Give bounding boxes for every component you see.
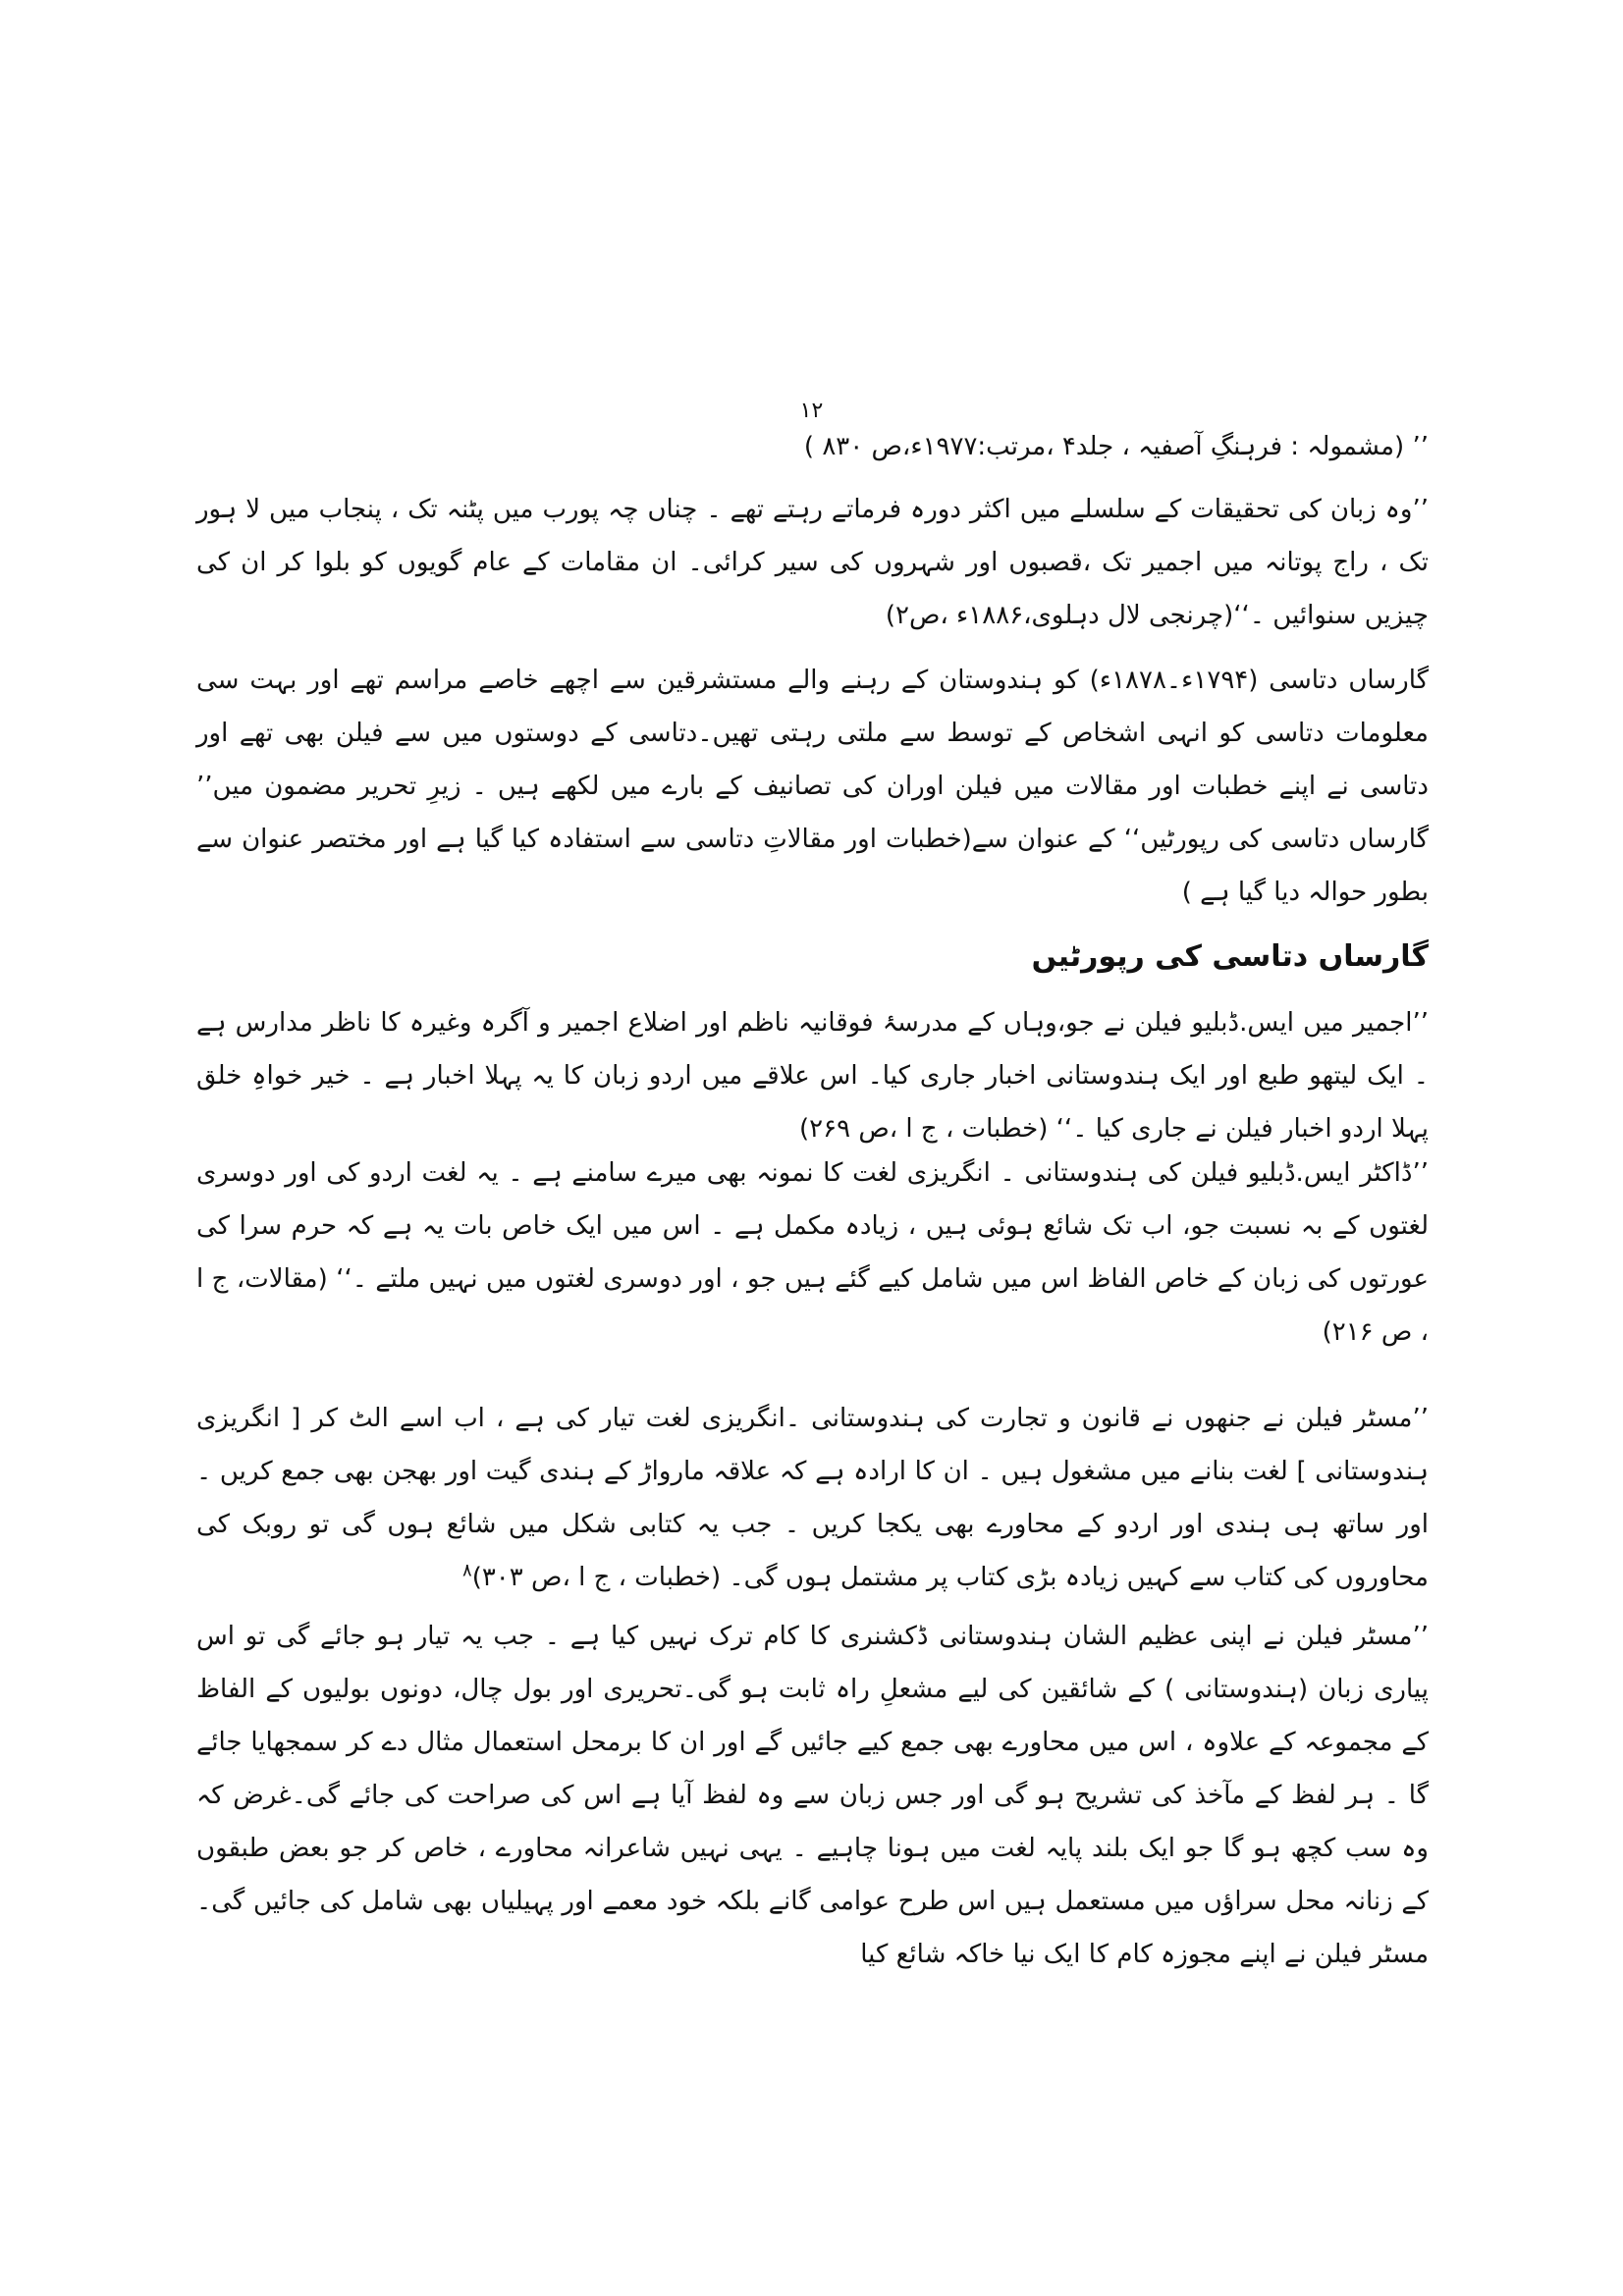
paragraph-quote-2: ’’اجمیر میں ایس.ڈبلیو فیلن نے جو،وہاں کے مدرسۂ فوقانیہ ناظم اور اضلاع اجمیر و آگرہ وغیرہ کا ناظر مدارس ہے ۔ ایک لیتھو طبع اور ایک ہندوستانی اخبار جاری کیا۔ اس علاقے میں اردو زبان کا یہ پہلا اخبار ہے ۔ خیر خواہِ خلق پہلا اردو اخبار فیلن نے جاری کیا ۔‘‘ (خطبات ، ج ا ،ص ۲۶۹) (196, 1008, 1429, 1144)
section-heading: گارساں دتاسی کی رپورٹیں (1031, 939, 1429, 974)
paragraph-intro: گارساں دتاسی (۱۷۹۴ء۔۱۸۷۸ء) کو ہندوستان کے رہنے والے مستشرقین سے اچھے خاصے مراسم تھے اور بہت سی معلومات دتاسی کو انہی اشخاص کے توسط سے ملتی رہتی تھیں۔دتاسی کے دوستوں میں سے فیلن بھی تھے اور دتاسی نے اپنے خطبات اور مقالات میں فیلن اوران کی تصانیف کے بارے میں لکھے ہیں ۔ زیرِ تحریر مضمون میں’’ گارساں دتاسی کی رپورٹیں‘‘ کے عنوان سے(خطبات اور مقالاتِ دتاسی سے استفادہ کیا گیا ہے اور مختصر عنوان سے بطور حوالہ دیا گیا ہے ) (196, 666, 1429, 907)
citation-line: ’’ (مشمولہ : فرہنگِ آصفیہ ، جلد۴ ،مرتب:۱۹۷۷ء،ص ۸۳۰ ) (803, 432, 1429, 461)
paragraph-quote-4-text: ’’مسٹر فیلن نے جنھوں نے قانون و تجارت کی ہندوستانی ۔انگریزی لغت تیار کی ہے ، اب اسے الٹ کر [ انگریزی ہندوستانی ] لغت بنانے میں مشغول ہیں ۔ ان کا ارادہ ہے کہ علاقہ مارواڑ کے ہندی گیت اور بھجن بھی جمع کریں ۔ اور ساتھ ہی ہندی اور اردو کے محاورے بھی یکجا کریں ۔ جب یہ کتابی شکل میں شائع ہوں گی تو روبک کی محاوروں کی کتاب سے کہیں زیادہ بڑی کتاب پر مشتمل ہوں گی۔ (خطبات ، ج ا ،ص ۳۰۳) (196, 1404, 1429, 1592)
paragraph-quote-1: ’’وہ زبان کی تحقیقات کے سلسلے میں اکثر دورہ فرماتے رہتے تھے ۔ چناں چہ پورب میں پٹنہ تک ، پنجاب میں لا ہور تک ، راج پوتانہ میں اجمیر تک ،قصبوں اور شہروں کی سیر کرائی۔ ان مقامات کے عام گویوں کو بلوا کر ان کی چیزیں سنوائیں ۔‘‘(چرنجی لال دہلوی،۱۸۸۶ء ،ص۲) (196, 495, 1430, 630)
paragraph-quote-4 (196, 1392, 1429, 1604)
paragraph-quote-3: ’’ڈاکٹر ایس.ڈبلیو فیلن کی ہندوستانی ۔ انگریزی لغت کا نمونہ بھی میرے سامنے ہے ۔ یہ لغت اردو کی اور دوسری لغتوں کے بہ نسبت جو، اب تک شائع ہوئی ہیں ، زیادہ مکمل ہے ۔ اس میں ایک خاص بات یہ ہے کہ حرم سرا کی عورتوں کی زبان کے خاص الفاظ اس میں شامل کیے گئے ہیں جو ، اور دوسری لغتوں میں نہیں ملتے ۔‘‘ (مقالات، ج ا ، ص ۲۱۶) (196, 1158, 1429, 1347)
footnote-marker: ۸ (462, 1560, 472, 1581)
page-number: ۱۲ (799, 399, 824, 423)
paragraph-quote-5: ’’مسٹر فیلن نے اپنی عظیم الشان ہندوستانی ڈکشنری کا کام ترک نہیں کیا ہے ۔ جب یہ تیار ہو جائے گی تو اس پیاری زبان (ہندوستانی ) کے شائقین کی لیے مشعلِ راہ ثابت ہو گی۔تحریری اور بول چال، دونوں بولیوں کے الفاظ کے مجموعہ کے علاوہ ، اس میں محاورے بھی جمع کیے جائیں گے اور ان کا برمحل استعمال مثال دے کر سمجھایا جائے گا ۔ ہر لفظ کے مآخذ کی تشریح ہو گی اور جس زبان سے وہ لفظ آیا ہے اس کی صراحت کی جائے گی۔غرض کہ وہ سب کچھ ہو گا جو ایک بلند پایہ لغت میں ہونا چاہیے ۔ یہی نہیں شاعرانہ محاورے ، خاص کر جو بعض طبقوں کے زنانہ محل سراؤں میں مستعمل ہیں اس طرح عوامی گانے بلکہ خود معمے اور پہیلیاں بھی شامل کی جائیں گی۔مسٹر فیلن نے اپنے مجوزہ کام کا ایک نیا خاکہ شائع کیا (196, 1622, 1429, 1969)
